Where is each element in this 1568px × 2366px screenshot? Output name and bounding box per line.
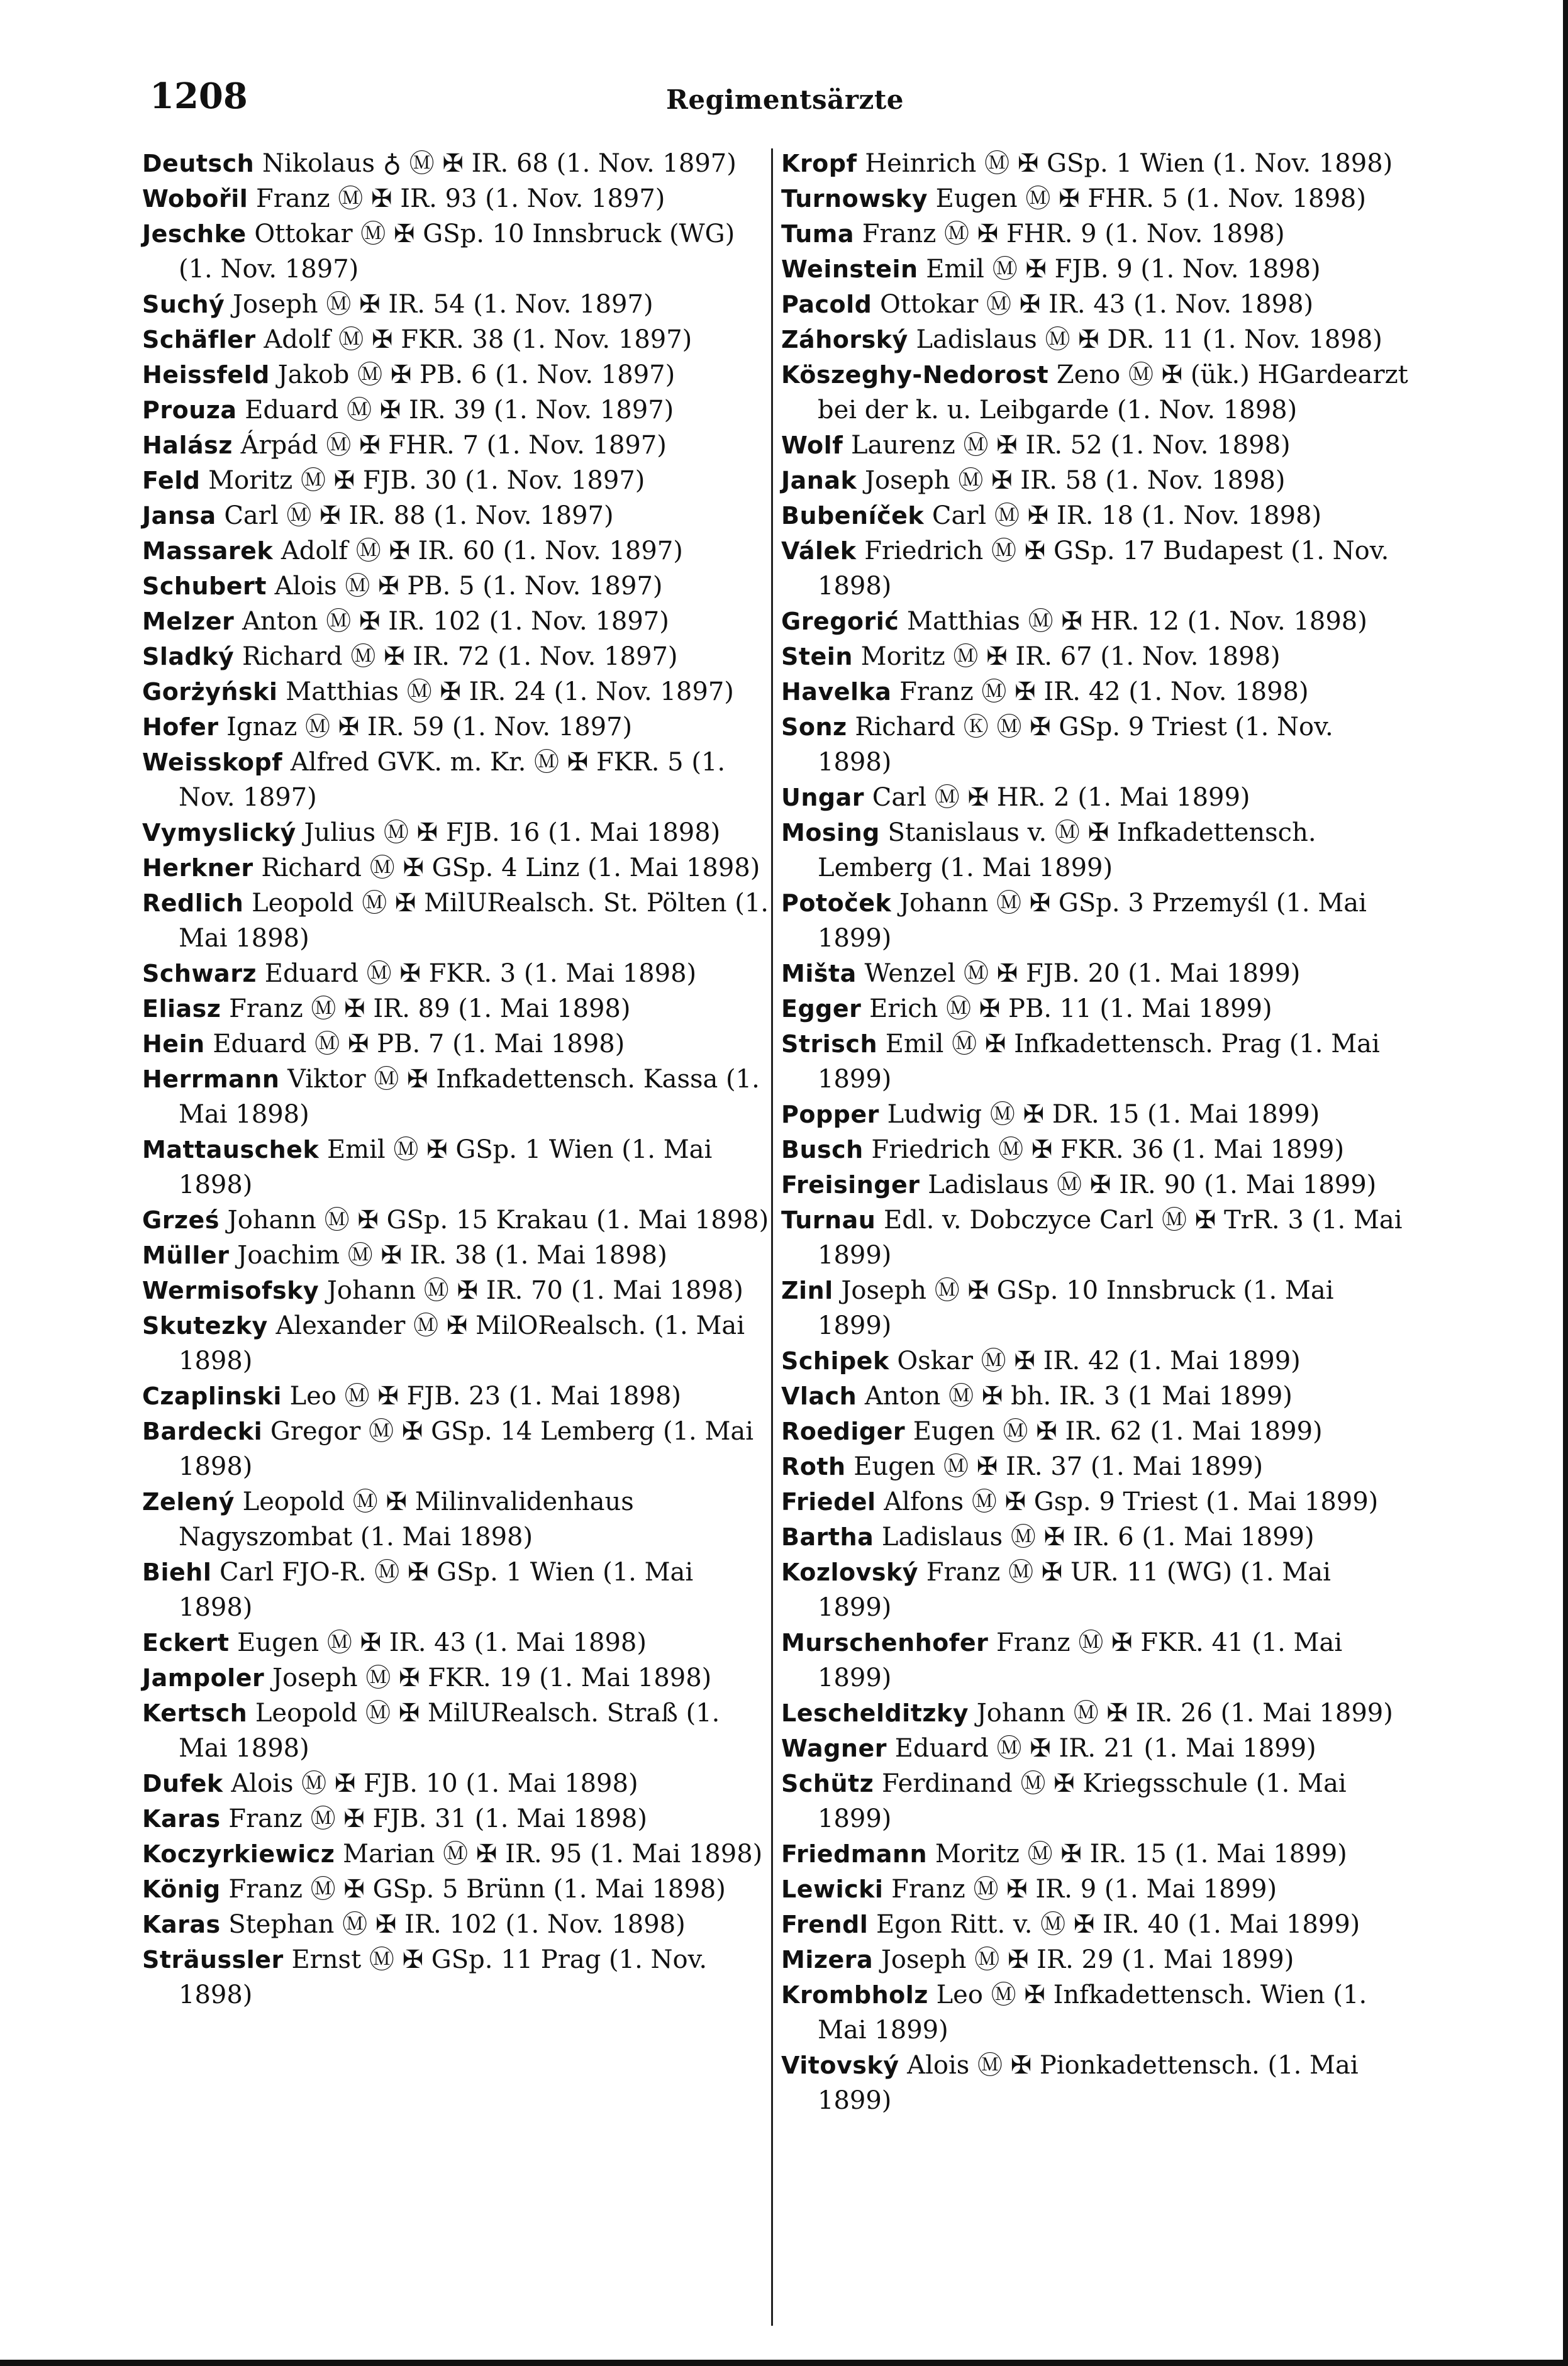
entry-details: Stanislaus v. Ⓜ ✠ Infkadettensch. Lemberg (1. Mai 1899) [818,818,1316,882]
entry-surname: Freisinger [781,1171,920,1199]
entry-details: Moritz Ⓜ ✠ IR. 67 (1. Nov. 1898) [852,642,1281,671]
entry-details: Johann Ⓜ ✠ IR. 70 (1. Mai 1898) [319,1276,743,1305]
entry-surname: Halász [142,431,233,459]
entry-details: Franz Ⓜ ✠ IR. 93 (1. Nov. 1897) [248,184,665,213]
entry-details: Laurenz Ⓜ ✠ IR. 52 (1. Nov. 1898) [843,431,1291,460]
directory-entry [142,498,771,533]
entry-surname: Turnau [781,1206,876,1234]
entry-details: Adolf Ⓜ ✠ FKR. 38 (1. Nov. 1897) [255,325,692,354]
right-column [781,146,1410,2118]
entry-surname: Czaplinski [142,1382,282,1410]
directory-entry [781,1696,1410,1731]
directory-entry [781,1907,1410,1942]
entry-details: Moritz Ⓜ ✠ FJB. 30 (1. Nov. 1897) [200,466,645,495]
entry-details: Heinrich Ⓜ ✠ GSp. 1 Wien (1. Nov. 1898) [857,149,1393,178]
directory-entry [142,1836,771,1872]
left-column [142,146,771,2013]
entry-surname: Biehl [142,1558,212,1586]
entry-surname: Bubeníček [781,502,925,530]
entry-surname: Weisskopf [142,748,283,776]
entry-details: Alfons Ⓜ ✠ Gsp. 9 Triest (1. Mai 1899) [876,1487,1379,1516]
directory-entry [142,1766,771,1801]
directory-entry [781,1872,1410,1907]
directory-entry [142,392,771,428]
entry-details: Zeno Ⓜ ✠ (ük.) HGardearzt bei der k. u. Leibgarde (1. Nov. 1898) [818,360,1408,425]
entry-details: Leo Ⓜ ✠ Infkadettensch. Wien (1. Mai 1899) [818,1980,1367,2045]
entry-details: Nikolaus ♁ Ⓜ ✠ IR. 68 (1. Nov. 1897) [254,149,737,178]
directory-entry [781,146,1410,181]
entry-details: Richard Ⓜ ✠ GSp. 4 Linz (1. Mai 1898) [253,853,760,882]
entry-details: Erich Ⓜ ✠ PB. 11 (1. Mai 1899) [861,994,1272,1023]
entry-details: Franz Ⓜ ✠ IR. 9 (1. Mai 1899) [883,1875,1277,1904]
entry-details: Friedrich Ⓜ ✠ FKR. 36 (1. Mai 1899) [863,1135,1345,1164]
directory-entry [781,1132,1410,1167]
entry-surname: Schipek [781,1347,889,1375]
directory-entry [142,287,771,322]
entry-surname: Massarek [142,537,274,565]
directory-entry [781,1273,1410,1343]
entry-surname: Gorżyński [142,678,278,706]
directory-entry [142,886,771,956]
entry-details: Ottokar Ⓜ ✠ GSp. 10 Innsbruck (WG) (1. Nov. 1897) [179,219,735,284]
entry-details: Alexander Ⓜ ✠ MilORealsch. (1. Mai 1898) [179,1311,745,1375]
directory-entry [781,639,1410,674]
entry-surname: Vitovský [781,2052,899,2079]
entry-details: Johann Ⓜ ✠ GSp. 3 Przemyśl (1. Mai 1899) [818,889,1367,953]
directory-entry [781,1555,1410,1625]
directory-entry [142,1484,771,1555]
directory-entry [781,1449,1410,1484]
directory-entry [781,322,1410,357]
entry-details: Gregor Ⓜ ✠ GSp. 14 Lemberg (1. Mai 1898) [179,1417,754,1481]
entry-surname: König [142,1875,221,1903]
directory-entry [142,1026,771,1062]
entry-surname: Schütz [781,1770,874,1797]
entry-details: Joseph Ⓜ ✠ IR. 58 (1. Nov. 1898) [857,466,1286,495]
directory-entry [781,1097,1410,1132]
directory-entry [142,1238,771,1273]
entry-details: Edl. v. Dobczyce Carl Ⓜ ✠ TrR. 3 (1. Mai 1899) [818,1206,1403,1270]
entry-details: Árpád Ⓜ ✠ FHR. 7 (1. Nov. 1897) [232,431,667,460]
entry-details: Eugen Ⓜ ✠ IR. 37 (1. Mai 1899) [845,1452,1264,1481]
entry-surname: Janak [781,467,857,494]
entry-surname: Eckert [142,1629,230,1657]
directory-entry [142,463,771,498]
directory-entry [781,674,1410,709]
entry-surname: Eliasz [142,995,221,1023]
directory-entry [142,1062,771,1132]
entry-details: Alois Ⓜ ✠ Pionkadettensch. (1. Mai 1899) [818,2051,1359,2115]
entry-details: Eugen Ⓜ ✠ IR. 43 (1. Mai 1898) [229,1628,647,1657]
entry-details: Jakob Ⓜ ✠ PB. 6 (1. Nov. 1897) [269,360,676,389]
entry-surname: Krombholz [781,1981,928,2009]
entry-details: Egon Ritt. v. Ⓜ ✠ IR. 40 (1. Mai 1899) [868,1910,1360,1939]
directory-entry [142,674,771,709]
entry-surname: Mizera [781,1946,874,1974]
entry-surname: Vlach [781,1382,857,1410]
entry-surname: Mosing [781,819,880,847]
entry-details: Friedrich Ⓜ ✠ GSp. 17 Budapest (1. Nov. 1898) [818,536,1389,601]
entry-surname: Roediger [781,1418,906,1445]
entry-details: Eduard Ⓜ ✠ PB. 7 (1. Mai 1898) [204,1030,625,1058]
entry-details: Joseph Ⓜ ✠ IR. 29 (1. Mai 1899) [873,1945,1294,1974]
entry-surname: Frendl [781,1911,869,1938]
directory-entry [781,463,1410,498]
directory-entry [781,604,1410,639]
directory-entry [142,1308,771,1379]
directory-entry [142,1414,771,1484]
entry-details: Ladislaus Ⓜ ✠ IR. 90 (1. Mai 1899) [920,1170,1377,1199]
directory-entry [142,956,771,991]
directory-entry [781,1766,1410,1836]
entry-surname: Bartha [781,1523,874,1551]
entry-details: Joseph Ⓜ ✠ GSp. 10 Innsbruck (1. Mai 1899) [818,1276,1334,1340]
directory-entry [142,815,771,850]
entry-details: Matthias Ⓜ ✠ IR. 24 (1. Nov. 1897) [277,677,734,706]
entry-surname: Suchý [142,291,225,318]
directory-entry [142,146,771,181]
entry-details: Carl Ⓜ ✠ HR. 2 (1. Mai 1899) [864,783,1250,812]
entry-surname: Weinstein [781,255,918,283]
entry-surname: Sonz [781,713,847,741]
entry-details: Leopold Ⓜ ✠ MilURealsch. St. Pölten (1. Mai 1898) [179,889,769,953]
entry-details: Eduard Ⓜ ✠ FKR. 3 (1. Mai 1898) [257,959,697,988]
directory-entry [781,1942,1410,1977]
entry-surname: Busch [781,1136,864,1164]
entry-details: Ludwig Ⓜ ✠ DR. 15 (1. Mai 1899) [879,1100,1320,1129]
entry-surname: Jansa [142,502,216,530]
entry-details: Franz Ⓜ ✠ IR. 89 (1. Mai 1898) [221,994,631,1023]
entry-surname: Wermisofsky [142,1277,320,1304]
entry-surname: Mišta [781,960,857,987]
entry-surname: Wobořil [142,185,248,213]
entry-details: Leopold Ⓜ ✠ Milinvalidenhaus Nagyszombat (1. Mai 1898) [179,1487,634,1552]
entry-details: Alfred GVK. m. Kr. Ⓜ ✠ FKR. 5 (1. Nov. 1897) [179,748,726,812]
directory-entry [781,1484,1410,1519]
entry-surname: Turnowsky [781,185,928,213]
directory-entry [142,1942,771,2013]
entry-surname: Skutezky [142,1312,268,1340]
entry-surname: Deutsch [142,150,255,177]
entry-details: Ottokar Ⓜ ✠ IR. 43 (1. Nov. 1898) [872,290,1314,319]
entry-details: Carl Ⓜ ✠ IR. 18 (1. Nov. 1898) [924,501,1322,530]
directory-entry [781,1202,1410,1273]
entry-details: Joseph Ⓜ ✠ FKR. 19 (1. Mai 1898) [264,1663,712,1692]
entry-surname: Mattauschek [142,1136,320,1164]
directory-entry [142,745,771,815]
directory-entry [781,1167,1410,1202]
directory-entry [142,357,771,392]
entry-surname: Köszeghy-Nedorost [781,361,1049,389]
entry-surname: Redlich [142,889,244,917]
directory-entry [142,181,771,216]
entry-details: Franz Ⓜ ✠ GSp. 5 Brünn (1. Mai 1898) [220,1875,726,1904]
entry-surname: Herkner [142,854,253,882]
entry-details: Ignaz Ⓜ ✠ IR. 59 (1. Nov. 1897) [218,713,633,741]
directory-entry [142,569,771,604]
running-head: Regimentsärzte [665,84,904,115]
entry-surname: Dufek [142,1770,223,1797]
entry-surname: Müller [142,1241,230,1269]
directory-entry [781,1379,1410,1414]
entry-details: Moritz Ⓜ ✠ IR. 15 (1. Mai 1899) [927,1840,1347,1869]
directory-entry [142,1801,771,1836]
directory-entry [781,2048,1410,2118]
directory-entry [142,533,771,569]
directory-entry [781,991,1410,1026]
entry-surname: Schwarz [142,960,257,987]
entry-surname: Zinl [781,1277,833,1304]
entry-details: Ernst Ⓜ ✠ GSp. 11 Prag (1. Nov. 1898) [179,1945,708,2009]
entry-details: Viktor Ⓜ ✠ Infkadettensch. Kassa (1. Mai 1898) [179,1065,760,1129]
directory-entry [142,428,771,463]
entry-surname: Kropf [781,150,857,177]
entry-details: Richard Ⓚ Ⓜ ✠ GSp. 9 Triest (1. Nov. 1898) [818,713,1333,777]
entry-details: Matthias Ⓜ ✠ HR. 12 (1. Nov. 1898) [899,607,1367,636]
entry-details: Oskar Ⓜ ✠ IR. 42 (1. Mai 1899) [889,1347,1301,1375]
entry-surname: Koczyrkiewicz [142,1840,335,1868]
directory-entry [142,1625,771,1660]
entry-details: Eugen Ⓜ ✠ FHR. 5 (1. Nov. 1898) [927,184,1366,213]
entry-surname: Roth [781,1453,846,1480]
directory-entry [781,1026,1410,1097]
directory-entry [142,709,771,745]
entry-details: Leo Ⓜ ✠ FJB. 23 (1. Mai 1898) [281,1382,681,1411]
entry-details: Ferdinand Ⓜ ✠ Kriegsschule (1. Mai 1899) [818,1769,1347,1833]
entry-surname: Gregorić [781,608,899,635]
directory-entry [142,1696,771,1766]
entry-details: Johann Ⓜ ✠ GSp. 15 Krakau (1. Mai 1898) [219,1206,769,1235]
entry-surname: Válek [781,537,857,565]
entry-surname: Kertsch [142,1699,248,1727]
entry-details: Marian Ⓜ ✠ IR. 95 (1. Mai 1898) [335,1840,763,1869]
entry-surname: Wolf [781,431,843,459]
directory-entry [142,991,771,1026]
directory-entry [142,322,771,357]
directory-entry [142,1273,771,1308]
directory-entry [781,1977,1410,2048]
entry-surname: Strisch [781,1030,877,1058]
directory-entry [142,1202,771,1238]
entry-details: Julius Ⓜ ✠ FJB. 16 (1. Mai 1898) [296,818,721,847]
column-divider [771,148,773,2326]
entry-details: Stephan Ⓜ ✠ IR. 102 (1. Nov. 1898) [220,1910,686,1939]
entry-surname: Bardecki [142,1418,263,1445]
entry-surname: Grześ [142,1206,220,1234]
entry-details: Ladislaus Ⓜ ✠ IR. 6 (1. Mai 1899) [874,1523,1315,1552]
directory-entry [781,216,1410,252]
entry-details: Adolf Ⓜ ✠ IR. 60 (1. Nov. 1897) [273,536,683,565]
entry-surname: Havelka [781,678,892,706]
entry-details: Carl FJO-R. Ⓜ ✠ GSp. 1 Wien (1. Mai 1898) [179,1558,694,1622]
entry-details: Emil Ⓜ ✠ FJB. 9 (1. Nov. 1898) [918,255,1321,284]
entry-details: Joseph Ⓜ ✠ IR. 54 (1. Nov. 1897) [225,290,653,319]
entry-surname: Jeschke [142,220,247,248]
directory-entry [781,1343,1410,1379]
directory-entry [781,1836,1410,1872]
entry-surname: Potoček [781,889,892,917]
entry-surname: Wagner [781,1735,887,1762]
entry-surname: Schäfler [142,326,256,353]
entry-surname: Schubert [142,572,267,600]
entry-surname: Sträussler [142,1946,284,1974]
entry-details: Alois Ⓜ ✠ PB. 5 (1. Nov. 1897) [266,572,663,601]
entry-details: Carl Ⓜ ✠ IR. 88 (1. Nov. 1897) [216,501,614,530]
entry-details: Franz Ⓜ ✠ FKR. 41 (1. Mai 1899) [818,1628,1343,1692]
entry-surname: Murschenhofer [781,1629,989,1657]
entry-surname: Egger [781,995,862,1023]
entry-surname: Hofer [142,713,219,741]
entry-surname: Kozlovský [781,1558,919,1586]
entry-surname: Tuma [781,220,855,248]
entry-surname: Ungar [781,784,864,811]
directory-entry [142,1132,771,1202]
entry-details: Emil Ⓜ ✠ GSp. 1 Wien (1. Mai 1898) [179,1135,713,1199]
directory-entry [781,181,1410,216]
entry-surname: Karas [142,1805,221,1833]
directory-entry [142,1555,771,1625]
directory-entry [781,780,1410,815]
entry-surname: Leschelditzky [781,1699,969,1727]
entry-surname: Záhorský [781,326,908,353]
entry-surname: Stein [781,643,853,670]
entry-surname: Karas [142,1911,221,1938]
entry-surname: Friedel [781,1488,876,1516]
entry-details: Joachim Ⓜ ✠ IR. 38 (1. Mai 1898) [229,1241,667,1270]
entry-details: Johann Ⓜ ✠ IR. 26 (1. Mai 1899) [969,1699,1393,1728]
entry-surname: Pacold [781,291,872,318]
directory-entry [142,639,771,674]
directory-entry [142,1379,771,1414]
directory-entry [781,886,1410,956]
page-header [150,75,1420,132]
entry-surname: Feld [142,467,201,494]
directory-entry [781,1731,1410,1766]
directory-entry [781,1519,1410,1555]
entry-surname: Jampoler [142,1664,265,1692]
directory-entry [142,850,771,886]
entry-details: Franz Ⓜ ✠ FHR. 9 (1. Nov. 1898) [854,219,1285,248]
directory-entry [781,1625,1410,1696]
entry-details: Eduard Ⓜ ✠ IR. 39 (1. Nov. 1897) [236,396,674,425]
entry-details: Franz Ⓜ ✠ UR. 11 (WG) (1. Mai 1899) [818,1558,1331,1622]
directory-entry [781,1414,1410,1449]
entry-details: Alois Ⓜ ✠ FJB. 10 (1. Mai 1898) [223,1769,638,1798]
entry-surname: Popper [781,1101,879,1128]
directory-entry [142,604,771,639]
page-number: 1208 [150,75,248,117]
entry-details: Eduard Ⓜ ✠ IR. 21 (1. Mai 1899) [886,1734,1316,1763]
directory-entry [781,815,1410,886]
directory-entry [781,533,1410,604]
entry-details: Anton Ⓜ ✠ bh. IR. 3 (1 Mai 1899) [857,1382,1293,1411]
entry-surname: Vymyslický [142,819,296,847]
entry-details: Wenzel Ⓜ ✠ FJB. 20 (1. Mai 1899) [856,959,1301,988]
entry-surname: Zelený [142,1488,235,1516]
directory-entry [781,252,1410,287]
entry-surname: Hein [142,1030,205,1058]
entry-details: Eugen Ⓜ ✠ IR. 62 (1. Mai 1899) [905,1417,1323,1446]
directory-entry [142,216,771,287]
entry-details: Leopold Ⓜ ✠ MilURealsch. Straß (1. Mai 1898) [179,1699,720,1763]
entry-surname: Friedmann [781,1840,928,1868]
entry-surname: Melzer [142,608,235,635]
entry-details: Ladislaus Ⓜ ✠ DR. 11 (1. Nov. 1898) [908,325,1382,354]
entry-surname: Herrmann [142,1065,280,1093]
directory-entry [142,1907,771,1942]
entry-surname: Lewicki [781,1875,884,1903]
entry-details: Emil Ⓜ ✠ Infkadettensch. Prag (1. Mai 1899) [818,1030,1380,1094]
entry-surname: Prouza [142,396,237,424]
directory-entry [781,428,1410,463]
entry-details: Anton Ⓜ ✠ IR. 102 (1. Nov. 1897) [234,607,669,636]
entry-surname: Heissfeld [142,361,270,389]
directory-entry [781,498,1410,533]
entry-details: Franz Ⓜ ✠ FJB. 31 (1. Mai 1898) [220,1804,647,1833]
directory-entry [781,709,1410,780]
entry-surname: Sladký [142,643,235,670]
directory-entry [781,956,1410,991]
directory-entry [142,1660,771,1696]
directory-entry [781,357,1410,428]
entry-details: Richard Ⓜ ✠ IR. 72 (1. Nov. 1897) [234,642,678,671]
entry-details: Franz Ⓜ ✠ IR. 42 (1. Nov. 1898) [891,677,1309,706]
directory-entry [142,1872,771,1907]
directory-entry [781,287,1410,322]
